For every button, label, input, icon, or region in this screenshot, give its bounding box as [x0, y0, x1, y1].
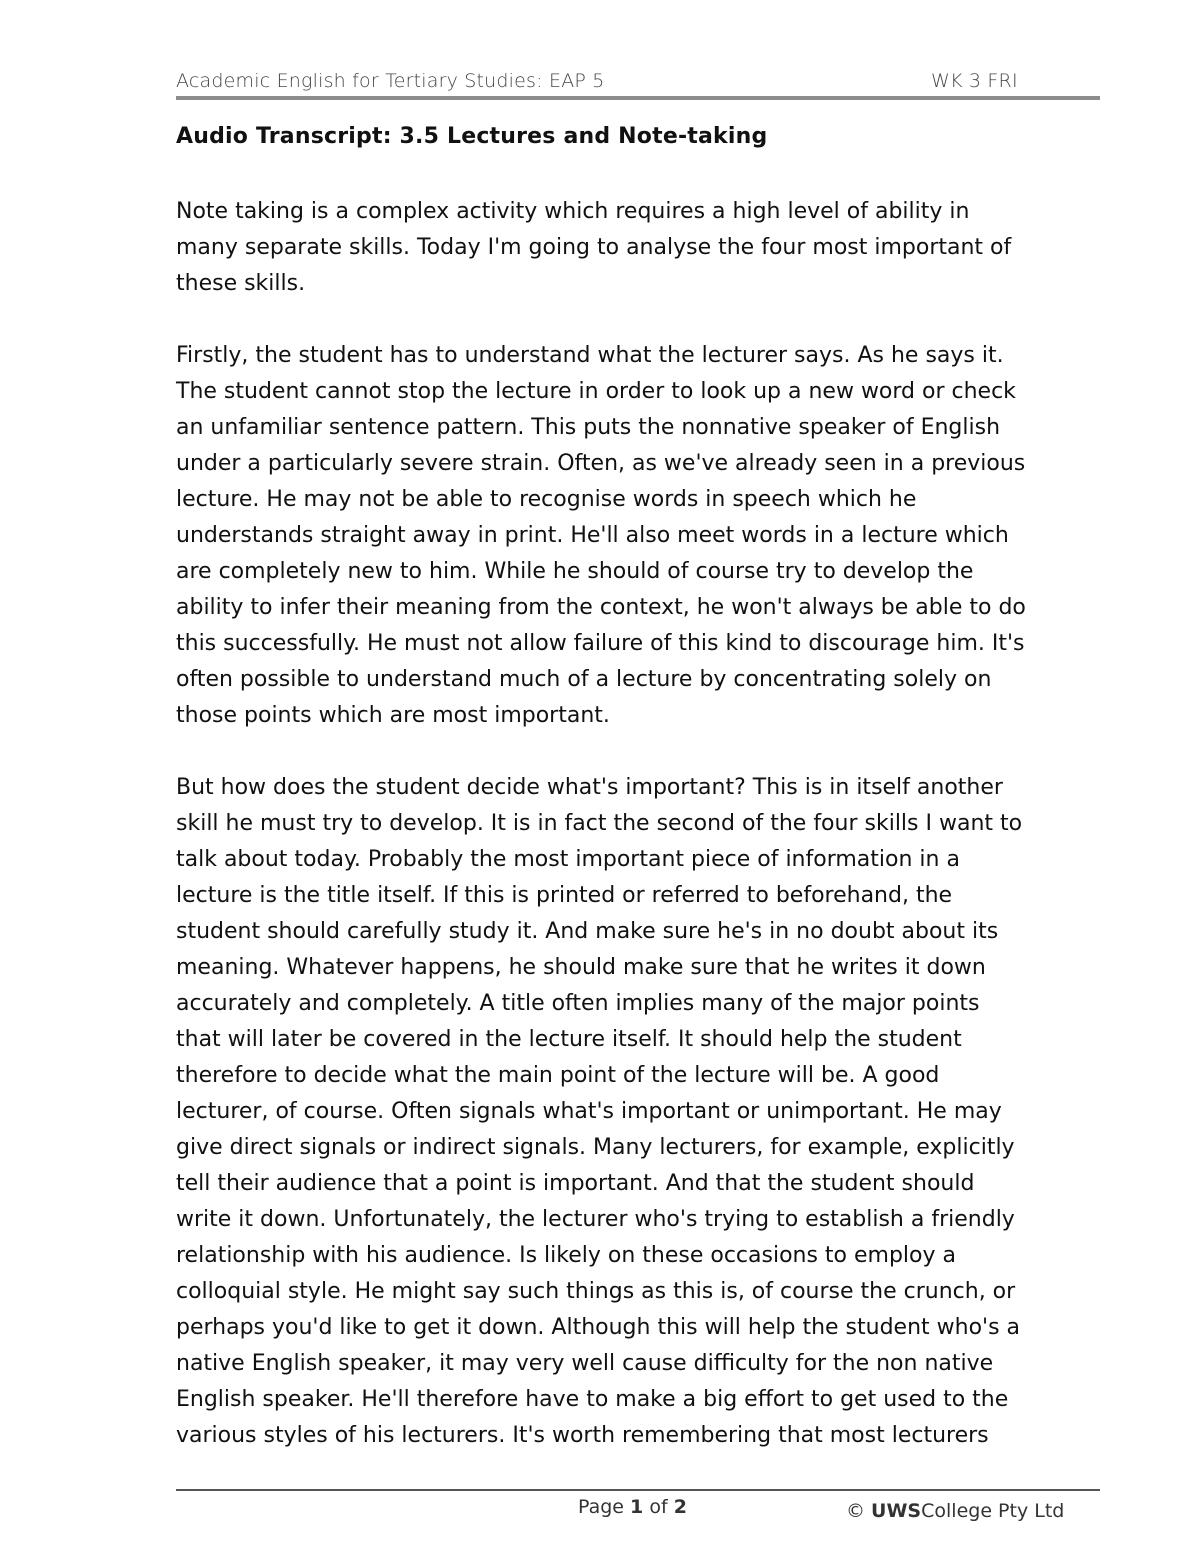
course-title: Academic English for Tertiary Studies: EAP 5: [176, 70, 605, 92]
transcript-paragraph: [176, 338, 1106, 734]
paragraph-line: these skills.: [176, 271, 306, 296]
paragraph-line: this successfully. He must not allow failure of this kind to discourage him. It's: [176, 631, 1025, 656]
page-of: of: [649, 1496, 668, 1518]
paragraph-line: native English speaker, it may very well cause difficulty for the non native: [176, 1351, 994, 1376]
paragraph-line: those points which are most important.: [176, 703, 610, 728]
header-divider: [176, 96, 1100, 100]
paragraph-line: Firstly, the student has to understand what the lecturer says. As he says it.: [176, 343, 1004, 368]
paragraph-line: ability to infer their meaning from the context, he won't always be able to do: [176, 595, 1026, 620]
paragraph-line: meaning. Whatever happens, he should make sure that he writes it down: [176, 955, 986, 980]
transcript-paragraph: [176, 770, 1106, 1454]
paragraph-line: give direct signals or indirect signals. Many lecturers, for example, explicitly: [176, 1135, 1015, 1160]
page-header: [176, 66, 1100, 100]
document-title: Audio Transcript: 3.5 Lectures and Note-taking: [176, 124, 768, 149]
company-name: College Pty Ltd: [921, 1500, 1065, 1522]
paragraph-line: Note taking is a complex activity which requires a high level of ability in: [176, 199, 970, 224]
paragraph-line: therefore to decide what the main point of the lecture will be. A good: [176, 1063, 940, 1088]
page-current: 1: [630, 1496, 644, 1518]
paragraph-line: lecture is the title itself. If this is printed or referred to beforehand, the: [176, 883, 953, 908]
paragraph-line: English speaker. He'll therefore have to make a big effort to get used to the: [176, 1387, 1009, 1412]
paragraph-line: often possible to understand much of a lecture by concentrating solely on: [176, 667, 992, 692]
paragraph-line: many separate skills. Today I'm going to analyse the four most important of: [176, 235, 1012, 260]
paragraph-line: perhaps you'd like to get it down. Although this will help the student who's a: [176, 1315, 1021, 1340]
footer-divider: [176, 1489, 1100, 1491]
paragraph-line: are completely new to him. While he should of course try to develop the: [176, 559, 974, 584]
paragraph-line: various styles of his lecturers. It's worth remembering that most lecturers: [176, 1423, 989, 1448]
copyright-notice: [846, 1500, 1064, 1522]
paragraph-line: The student cannot stop the lecture in order to look up a new word or check: [176, 379, 1016, 404]
paragraph-line: student should carefully study it. And make sure he's in no doubt about its: [176, 919, 999, 944]
paragraph-line: skill he must try to develop. It is in fact the second of the four skills I want to: [176, 811, 1023, 836]
page-total: 2: [673, 1496, 687, 1518]
page-number: [578, 1496, 687, 1518]
paragraph-line: relationship with his audience. Is likely on these occasions to employ a: [176, 1243, 957, 1268]
paragraph-line: But how does the student decide what's important? This is in itself another: [176, 775, 1003, 800]
week-label: WK 3 FRI: [931, 70, 1018, 92]
paragraph-line: that will later be covered in the lecture itself. It should help the student: [176, 1027, 962, 1052]
copyright-icon: ©: [846, 1500, 865, 1522]
paragraph-line: an unfamiliar sentence pattern. This puts the nonnative speaker of English: [176, 415, 1001, 440]
transcript-paragraph: [176, 194, 1106, 302]
brand-name: UWS: [871, 1500, 922, 1522]
paragraph-line: under a particularly severe strain. Often, as we've already seen in a previous: [176, 451, 1026, 476]
paragraph-line: understands straight away in print. He'll also meet words in a lecture which: [176, 523, 1009, 548]
paragraph-line: colloquial style. He might say such things as this is, of course the crunch, or: [176, 1279, 1016, 1304]
paragraph-line: tell their audience that a point is important. And that the student should: [176, 1171, 975, 1196]
page-word: Page: [578, 1496, 624, 1518]
paragraph-line: lecturer, of course. Often signals what's important or unimportant. He may: [176, 1099, 1002, 1124]
paragraph-line: lecture. He may not be able to recognise words in speech which he: [176, 487, 917, 512]
paragraph-line: talk about today. Probably the most important piece of information in a: [176, 847, 960, 872]
transcript-body: [176, 194, 1106, 1490]
paragraph-line: write it down. Unfortunately, the lecturer who's trying to establish a friendly: [176, 1207, 1015, 1232]
paragraph-line: accurately and completely. A title often implies many of the major points: [176, 991, 980, 1016]
